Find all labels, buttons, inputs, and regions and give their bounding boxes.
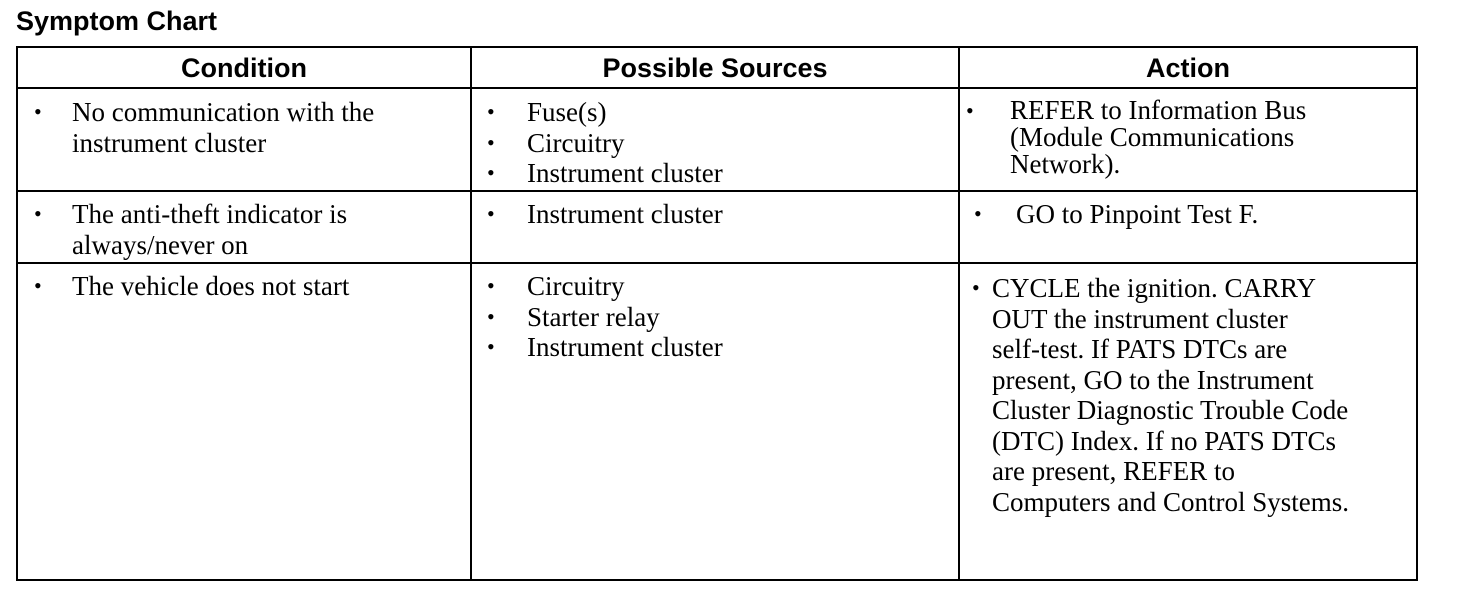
bullet-icon: • (34, 201, 42, 226)
row-3-condition (34, 271, 349, 302)
source-item: • Circuitry (487, 271, 625, 301)
column-divider (958, 48, 960, 579)
column-header-action: Action (1146, 53, 1230, 83)
action-item: • REFER to Information Bus (Module Communications Network). (966, 95, 1307, 179)
bullet-icon: • (487, 129, 495, 155)
symptom-chart-table (16, 46, 1418, 581)
bullet-icon: • (487, 273, 495, 298)
source-item: • Circuitry (487, 127, 625, 158)
row-1-action (966, 97, 1306, 178)
source-item: • Instrument cluster (487, 332, 723, 362)
row-1-condition (34, 97, 374, 158)
condition-bullet-item: • The anti-theft indicator is always/never on (34, 199, 348, 260)
row-2-sources (487, 199, 723, 230)
bullet-icon: • (966, 98, 974, 123)
bullet-icon: • (487, 160, 495, 185)
bullet-icon: • (34, 273, 42, 298)
source-item: • Starter relay (487, 301, 660, 332)
column-divider (470, 48, 472, 579)
row-2-condition (34, 199, 347, 260)
row-3-sources (487, 271, 723, 363)
condition-bullet-item: • No communication with the instrument cluster (34, 97, 375, 158)
bullet-icon: • (974, 201, 982, 226)
action-item: • CYCLE the ignition. CARRY OUT the instrument cluster self-test. If PATS DTCs are present, GO to the Instrument Cluster Diagnostic Trouble Code (DTC) Index. If no PATS DTCs are present, REFER to Computers and Control Systems. (972, 273, 1349, 517)
bullet-icon: • (487, 334, 495, 359)
bullet-icon: • (487, 303, 495, 329)
row-1-sources (487, 97, 723, 189)
condition-bullet-item: • The vehicle does not start (34, 271, 350, 301)
bullet-icon: • (487, 201, 495, 226)
row-3-action (972, 273, 1349, 517)
row-2-action (974, 199, 1258, 230)
page-title: Symptom Chart (16, 6, 218, 36)
column-header-condition: Condition (181, 53, 307, 83)
bullet-icon: • (34, 99, 42, 124)
source-item: • Fuse(s) (487, 97, 607, 127)
source-item: • Instrument cluster (487, 158, 723, 188)
column-header-possible-sources: Possible Sources (602, 53, 828, 83)
bullet-icon: • (487, 99, 495, 124)
source-item: • Instrument cluster (487, 199, 723, 229)
row-divider (18, 262, 1416, 264)
action-item: • GO to Pinpoint Test F. (974, 199, 1259, 229)
bullet-icon: • (972, 275, 980, 300)
row-divider (18, 190, 1416, 192)
